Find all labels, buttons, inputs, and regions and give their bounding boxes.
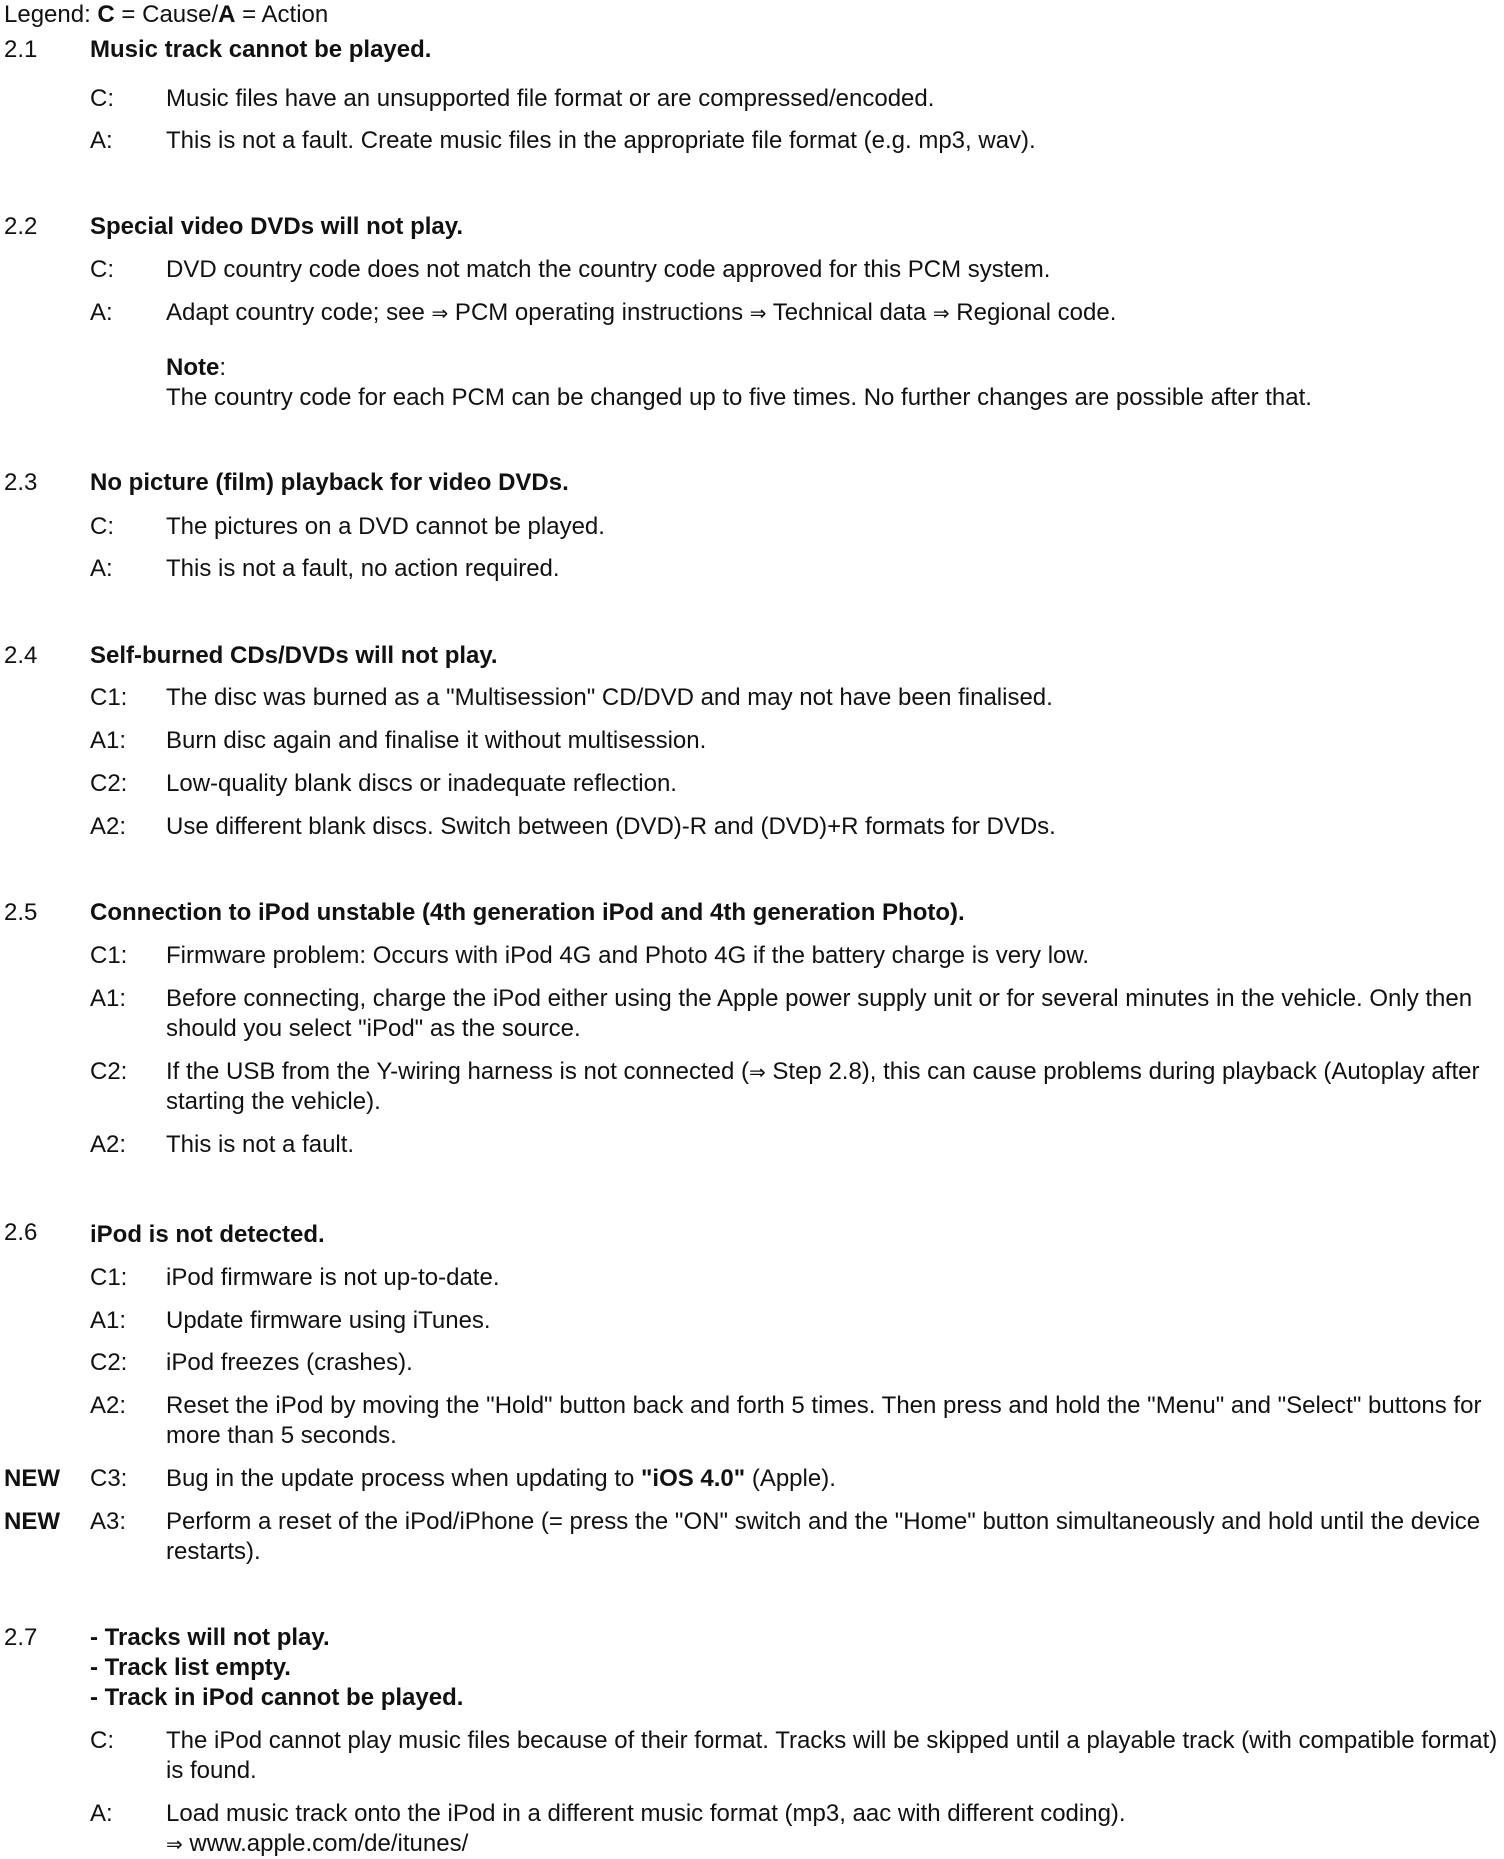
cause-label: C2: [90,770,128,797]
action-text: Use different blank discs. Switch between (DVD)-R and (DVD)+R formats for DVDs. [166,813,1056,840]
action-text: Load music track onto the iPod in a different music format (mp3, aac with different coding). ⇒ www.apple.com/de/itunes/ [166,1800,1126,1857]
section-number: 2.4 [4,642,38,669]
cause-text: The disc was burned as a "Multisession" CD/DVD and may not have been finalised. [166,684,1053,711]
cause-label: C3: [90,1465,128,1492]
cause-label: C1: [90,684,128,711]
cause-text: Music files have an unsupported file format or are compressed/encoded. [166,85,935,112]
note-text: The country code for each PCM can be changed up to five times. No further changes are possible after that. [166,384,1312,411]
section-title: iPod is not detected. [90,1221,325,1248]
arrow-icon: ⇒ [748,1060,766,1084]
action-text: Adapt country code; see ⇒ PCM operating instructions ⇒ Technical data ⇒ Regional code. [166,299,1117,326]
legend-c: C [97,1,115,28]
action-text: Update firmware using iTunes. [166,1307,491,1334]
action-label: A: [90,1800,113,1827]
action-label: A1: [90,985,127,1012]
cause-label: C: [90,85,114,112]
action-label: A: [90,555,113,582]
section-title-line: - Track in iPod cannot be played. [90,1684,464,1711]
action-label: A: [90,127,113,154]
action-label: A2: [90,1131,127,1158]
cause-text: If the USB from the Y-wiring harness is not connected (⇒ Step 2.8), this can cause problems during playback (Autoplay after starting the vehicle). [166,1058,1480,1115]
arrow-icon: ⇒ [431,301,449,325]
note-heading: Note: [166,354,227,381]
section-title-line: - Tracks will not play. [90,1624,330,1651]
arrow-icon: ⇒ [932,301,950,325]
cause-label: C1: [90,942,128,969]
itunes-link[interactable]: www.apple.com/de/itunes/ [182,1830,469,1857]
section-title: Self-burned CDs/DVDs will not play. [90,642,498,669]
section-number: 2.5 [4,899,38,926]
legend-prefix: Legend: [4,1,98,28]
cause-label: C1: [90,1264,128,1291]
action-text: Burn disc again and finalise it without multisession. [166,727,707,754]
cause-text: iPod firmware is not up-to-date. [166,1264,500,1291]
action-text: Reset the iPod by moving the "Hold" button back and forth 5 times. Then press and hold the "Menu" and "Select" buttons for more than 5 seconds. [166,1392,1482,1449]
cause-text: Bug in the update process when updating to "iOS 4.0" (Apple). [166,1465,836,1492]
cause-label: C: [90,1727,114,1754]
new-tag: NEW [4,1508,60,1535]
cause-label: C2: [90,1349,128,1376]
new-tag: NEW [4,1465,60,1492]
legend-a-text: = Action [235,1,329,28]
section-number: 2.1 [4,36,38,63]
action-text: This is not a fault. Create music files in the appropriate file format (e.g. mp3, wav). [166,127,1036,154]
cause-label: C2: [90,1058,128,1085]
cause-text: Firmware problem: Occurs with iPod 4G and Photo 4G if the battery charge is very low. [166,942,1090,969]
arrow-icon: ⇒ [749,301,767,325]
legend [4,0,328,30]
legend-a: A [218,1,236,28]
cause-text: The iPod cannot play music files because of their format. Tracks will be skipped until a playable track (with compatible format) is found. [166,1727,1498,1784]
action-text: This is not a fault. [166,1131,355,1158]
action-text: Perform a reset of the iPod/iPhone (= press the "ON" switch and the "Home" button simultaneously and hold until the device restarts). [166,1508,1481,1565]
action-label: A2: [90,1392,127,1419]
section-title: Music track cannot be played. [90,36,432,63]
cause-text: DVD country code does not match the country code approved for this PCM system. [166,256,1051,283]
section-number: 2.7 [4,1624,38,1651]
section-title: No picture (film) playback for video DVDs. [90,469,569,496]
cause-label: C: [90,513,114,540]
action-label: A1: [90,1307,127,1334]
section-title-line: - Track list empty. [90,1654,291,1681]
section-number: 2.3 [4,469,38,496]
action-text: This is not a fault, no action required. [166,555,560,582]
section-number: 2.6 [4,1219,38,1246]
section-number: 2.2 [4,213,38,240]
legend-c-text: = Cause/ [114,1,219,28]
action-label: A1: [90,727,127,754]
action-label: A2: [90,813,127,840]
action-label: A: [90,299,113,326]
section-title: Connection to iPod unstable (4th generation iPod and 4th generation Photo). [90,899,965,926]
section-title: Special video DVDs will not play. [90,213,463,240]
cause-text: iPod freezes (crashes). [166,1349,413,1376]
arrow-icon: ⇒ [166,1832,183,1856]
cause-text: Low-quality blank discs or inadequate reflection. [166,770,677,797]
cause-text: The pictures on a DVD cannot be played. [166,513,605,540]
action-text: Before connecting, charge the iPod either using the Apple power supply unit or for several minutes in the vehicle. Only then should you select "iPod" as the source. [166,985,1473,1042]
action-label: A3: [90,1508,127,1535]
cause-label: C: [90,256,114,283]
